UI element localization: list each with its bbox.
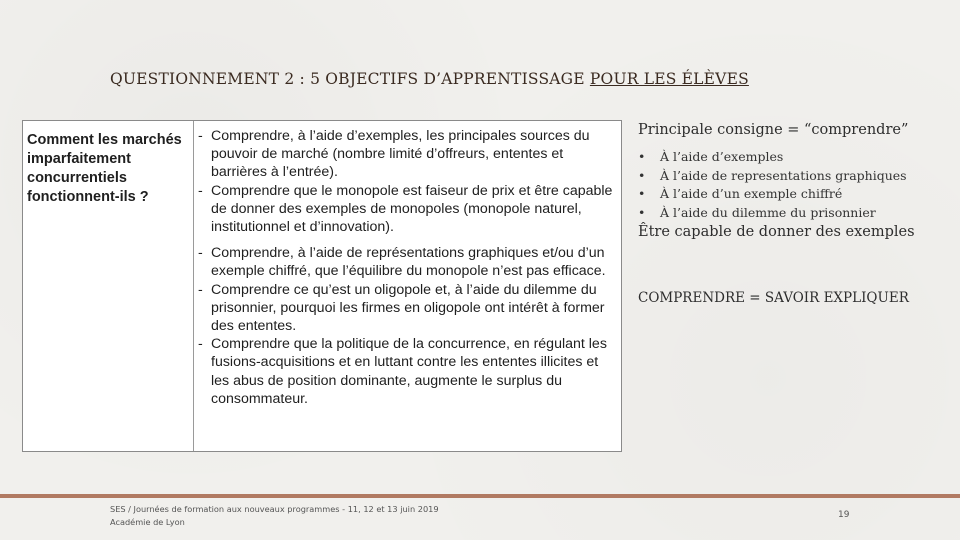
item-text: Comprendre que la politique de la concurrence, en régulant les fusions-acquisitions et en luttant contre les ententes illicites et les abus de position dominante, augmente le surplus du consommateur. bbox=[211, 336, 607, 407]
bullet-dot: • bbox=[638, 149, 646, 164]
bullet-item bbox=[638, 204, 948, 223]
title-main: QUESTIONNEMENT 2 : 5 OBJECTIFS D’APPRENTISSAGE bbox=[110, 70, 590, 88]
bullet-dot: • bbox=[638, 167, 646, 183]
table-item bbox=[197, 335, 619, 408]
table-item bbox=[197, 244, 619, 280]
bullet-text: À l’aide d’exemples bbox=[660, 149, 784, 164]
page-number: 19 bbox=[838, 510, 850, 520]
table-item bbox=[197, 281, 619, 336]
bullet-text: À l’aide de representations graphiques bbox=[660, 167, 907, 183]
dash-marker: - bbox=[198, 336, 203, 353]
item-text: Comprendre que le monopole est faiseur de prix et être capable de donner des exemples de monopoles (monopole naturel, institutionnel et d’innovation). bbox=[211, 182, 613, 236]
dash-marker: - bbox=[198, 128, 203, 144]
bullet-item bbox=[638, 185, 948, 204]
table-item bbox=[197, 127, 619, 182]
bullet-text: À l’aide du dilemme du prisonnier bbox=[660, 204, 876, 220]
dash-marker: - bbox=[198, 182, 203, 199]
footer-line-1: SES / Journées de formation aux nouveaux programmes - 11, 12 et 13 juin 2019 bbox=[110, 504, 439, 514]
title-underlined: POUR LES ÉLÈVES bbox=[589, 70, 749, 88]
savoir-expliquer: COMPRENDRE = SAVOIR EXPLIQUER bbox=[638, 290, 909, 306]
table-item bbox=[197, 182, 619, 237]
right-panel bbox=[638, 122, 948, 240]
bullet-dot: • bbox=[638, 204, 646, 220]
footer-text bbox=[110, 503, 439, 529]
bullet-text: À l’aide d’un exemple chiffré bbox=[660, 186, 843, 201]
footer-line-2: Académie de Lyon bbox=[110, 517, 185, 527]
objectives-table bbox=[22, 120, 622, 452]
bullet-dot: • bbox=[638, 186, 646, 201]
main-instruction: Principale consigne = “comprendre” bbox=[638, 122, 909, 138]
footer-accent-line bbox=[0, 494, 960, 498]
item-text: Comprendre, à l’aide de représentations graphiques et/ou d’un exemple chiffré, que l’équilibre du monopole n’est pas efficace. bbox=[211, 245, 606, 280]
table-divider bbox=[193, 121, 194, 451]
instruction-bullets bbox=[638, 148, 948, 222]
dash-marker: - bbox=[198, 281, 203, 298]
table-items bbox=[197, 127, 619, 408]
item-text: Comprendre, à l’aide d’exemples, les principales sources du pouvoir de marché (nombre limité d’offreurs, ententes et barrières à l’entrée). bbox=[211, 128, 590, 181]
bullet-item bbox=[638, 167, 948, 186]
table-question: Comment les marchés imparfaitement concurrentiels fonctionnent-ils ? bbox=[27, 132, 182, 205]
dash-marker: - bbox=[198, 245, 203, 262]
item-text: Comprendre ce qu’est un oligopole et, à l’aide du dilemme du prisonnier, pourquoi les firmes en oligopole ont intérêt à former des ententes. bbox=[211, 281, 605, 335]
capable-text: Être capable de donner des exemples bbox=[638, 224, 915, 240]
slide-title bbox=[110, 70, 749, 88]
bullet-item bbox=[638, 148, 948, 167]
